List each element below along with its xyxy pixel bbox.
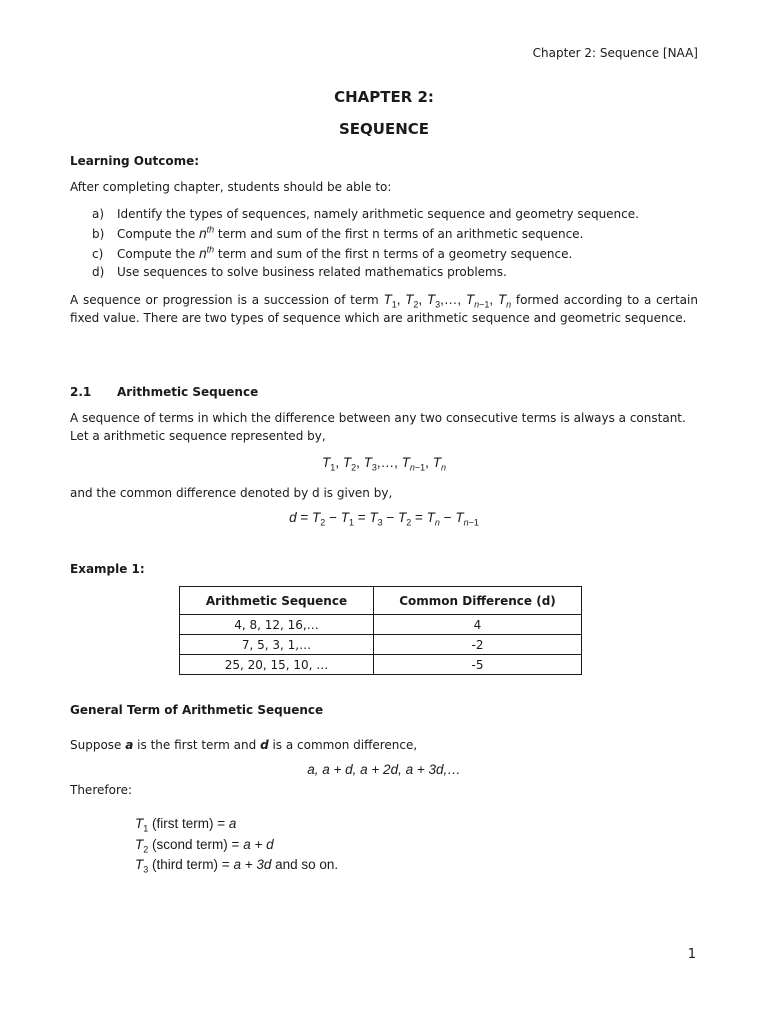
section-number: 2.1 xyxy=(70,385,92,399)
objective-label: d) xyxy=(92,265,105,279)
objective-text-post: term and sum of the first n terms of an arithmetic sequence. xyxy=(217,227,584,241)
difference-cell: -5 xyxy=(374,655,582,675)
third-term-line: $T_3$ (third term) = a + 3d and so on. xyxy=(135,857,339,875)
objective-text: Identify the types of sequences, namely arithmetic sequence and geometry sequence. xyxy=(117,207,639,221)
page-number: 1 xyxy=(687,947,696,962)
objective-text: Use sequences to solve business related mathematics problems. xyxy=(117,265,507,279)
therefore-label: Therefore: xyxy=(70,783,133,797)
general-term-intro: Suppose a is the first term and d is a common difference, xyxy=(70,738,418,752)
general-sequence-formula: a, a + d, a + 2d, a + 3d,… xyxy=(307,762,461,777)
objective-text-post: term and sum of the first n terms of a geometry sequence. xyxy=(217,247,573,261)
objective-c xyxy=(92,245,572,263)
general-term-heading: General Term of Arithmetic Sequence xyxy=(70,703,324,717)
objective-label: b) xyxy=(92,227,105,241)
objective-text-pre: Compute the xyxy=(117,227,196,241)
nth-variable: $n^{th}$ xyxy=(199,224,215,241)
example-table xyxy=(179,586,582,675)
sequence-cell: 4, 8, 12, 16,… xyxy=(180,615,374,635)
objective-text-pre: Compute the xyxy=(117,247,196,261)
intro-paragraph: A sequence or progression is a succession of term $T_1$, $T_2$, $T_3,\dots$, $T_{n-1}$, $T_n$ formed according to a certain fixed value. There are two types of sequence which are arithmetic sequence and geometric sequence. xyxy=(70,292,698,325)
first-term-line: $T_1$ (first term) = a xyxy=(135,816,237,834)
chapter-title: CHAPTER 2: xyxy=(334,88,434,106)
definition-line-1: A sequence of terms in which the difference between any two consecutive terms is always a constant. xyxy=(70,411,686,425)
difference-intro: and the common difference denoted by d is given by, xyxy=(70,486,393,500)
sequence-cell: 7, 5, 3, 1,… xyxy=(180,635,374,655)
objective-label: c) xyxy=(92,247,104,261)
table-header-row xyxy=(180,587,582,615)
running-header: Chapter 2: Sequence [NAA] xyxy=(532,46,698,60)
sequence-cell: 25, 20, 15, 10, … xyxy=(180,655,374,675)
column-header: Arithmetic Sequence xyxy=(180,587,374,615)
example-heading: Example 1: xyxy=(70,562,145,576)
difference-cell: -2 xyxy=(374,635,582,655)
difference-cell: 4 xyxy=(374,615,582,635)
definition-line-2: Let a arithmetic sequence represented by, xyxy=(70,429,326,443)
column-header: Common Difference (d) xyxy=(374,587,582,615)
learning-outcome-intro: After completing chapter, students should be able to: xyxy=(70,180,392,194)
nth-variable: $n^{th}$ xyxy=(199,244,215,261)
definition-paragraph xyxy=(70,409,698,445)
objective-d xyxy=(92,263,507,281)
sequence-formula: $T_1$, $T_2$, $T_3,\dots$, $T_{n-1}$, $T_n$ xyxy=(322,455,446,473)
common-difference-formula: $d = T_2 - T_1 = T_3 - T_2 = T_n - T_{n-1}$ xyxy=(289,510,479,528)
term-sequence-formula: $T_1$, $T_2$, $T_3,\dots$, $T_{n-1}$, $T_n$ xyxy=(383,292,512,310)
objective-b xyxy=(92,225,583,243)
second-term-line: $T_2$ (scond term) = a + d xyxy=(135,837,274,855)
table-row xyxy=(180,655,582,675)
chapter-subtitle: SEQUENCE xyxy=(338,120,430,138)
table-row xyxy=(180,635,582,655)
table-row xyxy=(180,615,582,635)
objective-label: a) xyxy=(92,207,105,221)
objective-a xyxy=(92,205,639,223)
section-title: Arithmetic Sequence xyxy=(117,385,259,399)
learning-outcome-heading: Learning Outcome: xyxy=(70,154,200,168)
